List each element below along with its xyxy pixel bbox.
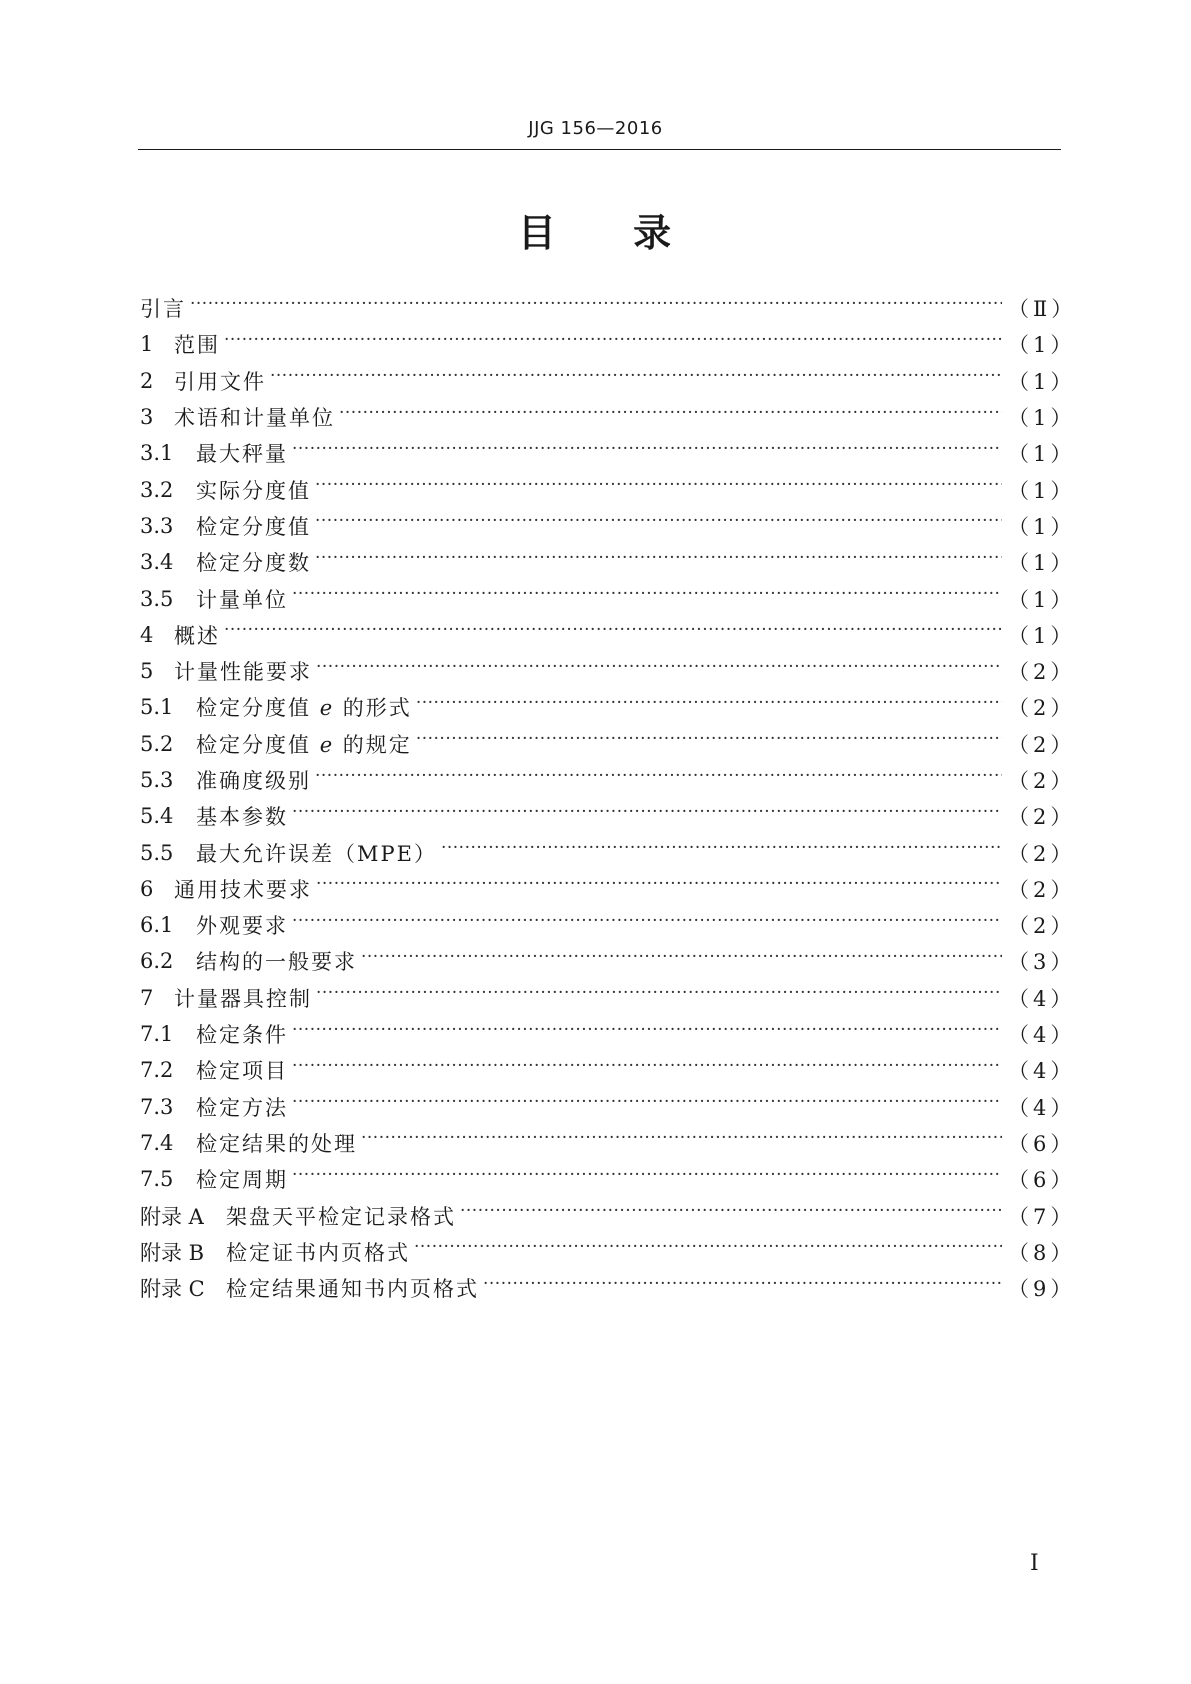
toc-entry-label: 实际分度值 <box>196 478 311 503</box>
toc-leader-dots <box>315 515 1002 536</box>
toc-entry-label: 计量性能要求 <box>174 660 312 685</box>
toc-entry-page: （1） <box>1008 406 1076 431</box>
toc-entry-label: 基本参数 <box>196 805 288 830</box>
toc-entry-page: （6） <box>1008 1168 1076 1193</box>
toc-entry-page: （Ⅱ） <box>1008 297 1077 322</box>
toc-leader-dots <box>316 987 1002 1008</box>
toc-entry-number: 7.4 <box>140 1130 174 1155</box>
toc-entry-label: 引用文件 <box>174 369 266 394</box>
toc-entry[interactable] <box>140 653 1076 689</box>
toc-entry-label: 检定分度值 e 的规定 <box>196 732 412 757</box>
toc-entry-number: 3.2 <box>140 477 174 502</box>
toc-entry-page: （2） <box>1008 805 1076 830</box>
toc-leader-dots <box>270 370 1002 391</box>
toc-leader-dots <box>292 1169 1002 1190</box>
toc-entry-number: 7.5 <box>140 1167 174 1192</box>
toc-entry-page: （2） <box>1008 914 1076 939</box>
toc-entry-page: （4） <box>1008 986 1076 1011</box>
toc-leader-dots <box>315 770 1002 791</box>
toc-leader-dots <box>190 298 1002 319</box>
toc-entry-label: 引言 <box>140 297 186 322</box>
toc-entry-number: 5.1 <box>140 695 174 720</box>
toc-entry-page: （4） <box>1008 1059 1076 1084</box>
toc-entry[interactable] <box>140 689 1076 725</box>
toc-entry-number: 附录 C <box>140 1277 205 1302</box>
toc-entry[interactable] <box>140 290 1077 326</box>
toc-entry[interactable] <box>140 435 1076 471</box>
toc-entry[interactable] <box>140 980 1076 1016</box>
page-number: I <box>1030 1551 1039 1576</box>
toc-entry-number: 7.3 <box>140 1094 174 1119</box>
toc-leader-dots <box>292 1096 1002 1117</box>
toc-entry-page: （3） <box>1008 950 1076 975</box>
header-rule <box>138 149 1061 150</box>
toc-entry-number: 2 <box>140 368 154 393</box>
toc-entry-page: （7） <box>1008 1204 1076 1229</box>
toc-entry-label: 计量单位 <box>196 587 288 612</box>
toc-leader-dots <box>416 733 1002 754</box>
toc-entry[interactable] <box>140 326 1076 362</box>
toc-leader-dots <box>315 479 1002 500</box>
toc-leader-dots <box>339 407 1002 428</box>
toc-leader-dots <box>315 552 1002 573</box>
toc-entry-page: （1） <box>1008 333 1076 358</box>
toc-entry-label: 检定分度值 <box>196 514 311 539</box>
toc-entry-number: 1 <box>140 332 154 357</box>
toc-entry-number: 附录 B <box>140 1240 205 1265</box>
toc-entry-page: （2） <box>1008 841 1076 866</box>
standard-header: JJG 156—2016 <box>528 118 663 139</box>
toc-entry-number: 6 <box>140 876 154 901</box>
toc-leader-dots <box>483 1278 1002 1299</box>
toc-entry[interactable] <box>140 798 1076 834</box>
toc-entry-label: 范围 <box>174 333 220 358</box>
toc-leader-dots <box>292 1024 1002 1045</box>
toc-entry-number: 5.4 <box>140 804 174 829</box>
toc-entry-number: 5 <box>140 659 154 684</box>
toc-entry[interactable] <box>140 399 1076 435</box>
toc-entry[interactable] <box>140 617 1076 653</box>
toc-entry-label: 准确度级别 <box>196 769 311 793</box>
toc-entry-page: （9） <box>1008 1277 1076 1302</box>
toc-entry-number: 5.3 <box>140 768 174 792</box>
toc-leader-dots <box>292 1060 1002 1081</box>
toc-entry-page: （2） <box>1008 877 1076 902</box>
toc-leader-dots <box>224 334 1002 355</box>
toc-entry-page: （1） <box>1008 587 1076 612</box>
toc-entry-number: 3.4 <box>140 550 174 575</box>
toc-entry-label: 检定周期 <box>196 1168 288 1193</box>
toc-entry-page: （2） <box>1008 660 1076 685</box>
toc-entry-page: （1） <box>1008 369 1076 394</box>
toc-entry[interactable] <box>140 834 1076 870</box>
toc-entry-number: 附录 A <box>140 1204 204 1229</box>
toc-entry[interactable] <box>140 1234 1076 1270</box>
toc-leader-dots <box>441 842 1002 863</box>
toc-entry-page: （1） <box>1008 551 1076 576</box>
toc-entry-label: 检定结果通知书内页格式 <box>226 1277 479 1302</box>
toc-entry-number: 3 <box>140 405 154 430</box>
variable-e: e <box>319 696 335 721</box>
toc-entry[interactable] <box>140 1052 1076 1088</box>
toc-leader-dots <box>316 878 1002 899</box>
toc-leader-dots <box>292 443 1002 464</box>
toc-entry-page: （4） <box>1008 1023 1076 1048</box>
toc-entry-page: （1） <box>1008 442 1076 467</box>
toc-entry[interactable] <box>140 907 1076 943</box>
page-title: 目 录 <box>517 211 674 255</box>
toc-entry[interactable] <box>140 1125 1076 1161</box>
toc-entry-label: 检定方法 <box>196 1095 288 1120</box>
toc-entry-page: （2） <box>1008 769 1076 793</box>
toc-entry-label: 检定证书内页格式 <box>226 1240 410 1265</box>
toc-leader-dots <box>361 1132 1002 1153</box>
toc-leader-dots <box>416 697 1002 718</box>
toc-entry-page: （8） <box>1008 1240 1076 1265</box>
toc-entry-label: 检定结果的处理 <box>196 1131 357 1156</box>
toc-leader-dots <box>316 661 1002 682</box>
toc-entry-label: 术语和计量单位 <box>174 406 335 431</box>
toc-entry-label: 结构的一般要求 <box>196 950 357 975</box>
toc-entry-label: 检定项目 <box>196 1059 288 1084</box>
toc-entry-number: 3.1 <box>140 441 174 466</box>
toc-entry[interactable] <box>140 1016 1076 1052</box>
toc-entry[interactable] <box>140 871 1076 907</box>
toc-entry-page: （1） <box>1008 623 1076 648</box>
toc-entry[interactable] <box>140 471 1076 507</box>
toc-entry-label: 最大秤量 <box>196 442 288 467</box>
toc-entry-page: （4） <box>1008 1095 1076 1120</box>
toc-entry-number: 5.5 <box>140 840 174 865</box>
toc-entry-page: （6） <box>1008 1131 1076 1156</box>
toc-entry[interactable] <box>140 544 1076 580</box>
toc-entry[interactable] <box>140 363 1076 399</box>
toc-leader-dots <box>292 915 1002 936</box>
toc-entry[interactable] <box>140 580 1076 616</box>
table-of-contents <box>140 290 1077 1306</box>
toc-entry[interactable] <box>140 1270 1076 1306</box>
toc-leader-dots <box>361 951 1002 972</box>
toc-entry[interactable] <box>140 943 1076 979</box>
toc-entry-page: （1） <box>1008 478 1076 503</box>
toc-entry-label: 检定分度数 <box>196 551 311 576</box>
toc-entry-number: 6.2 <box>140 949 174 974</box>
toc-entry-number: 3.5 <box>140 586 174 611</box>
toc-entry-label: 通用技术要求 <box>174 877 312 902</box>
toc-entry[interactable] <box>140 726 1076 762</box>
toc-entry[interactable] <box>140 1089 1076 1125</box>
toc-leader-dots <box>224 624 1002 645</box>
toc-entry[interactable] <box>140 508 1076 544</box>
variable-e: e <box>319 732 335 757</box>
toc-entry-number: 4 <box>140 622 154 647</box>
toc-entry-label: 最大允许误差（MPE） <box>196 841 437 866</box>
toc-leader-dots <box>292 588 1002 609</box>
toc-entry-number: 7.1 <box>140 1022 174 1047</box>
toc-entry-label: 检定分度值 e 的形式 <box>196 696 412 721</box>
toc-leader-dots <box>292 806 1002 827</box>
toc-entry-label: 外观要求 <box>196 914 288 939</box>
toc-entry-number: 5.2 <box>140 731 174 756</box>
toc-entry-label: 计量器具控制 <box>174 986 312 1011</box>
toc-entry-page: （2） <box>1008 732 1076 757</box>
toc-entry-number: 3.3 <box>140 513 174 538</box>
toc-entry-label: 架盘天平检定记录格式 <box>226 1204 456 1229</box>
toc-leader-dots <box>414 1241 1002 1262</box>
toc-entry-label: 概述 <box>174 623 220 648</box>
toc-entry[interactable] <box>140 762 1076 798</box>
toc-entry-number: 7 <box>140 985 154 1010</box>
toc-entry-page: （2） <box>1008 696 1076 721</box>
toc-entry-page: （1） <box>1008 514 1076 539</box>
toc-entry-label: 检定条件 <box>196 1023 288 1048</box>
toc-entry-number: 7.2 <box>140 1058 174 1083</box>
toc-entry[interactable] <box>140 1161 1076 1197</box>
toc-leader-dots <box>460 1205 1002 1226</box>
toc-entry[interactable] <box>140 1197 1076 1233</box>
toc-entry-number: 6.1 <box>140 913 174 938</box>
